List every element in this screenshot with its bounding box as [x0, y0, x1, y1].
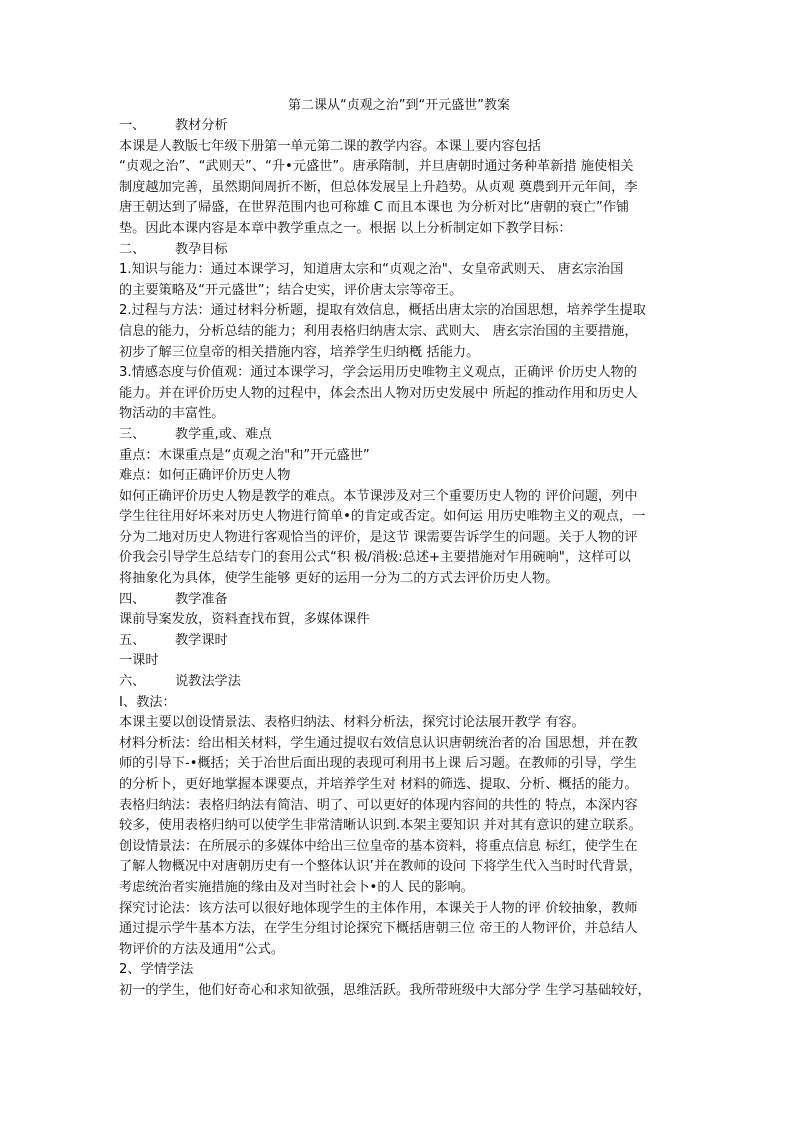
text-line: 一课时	[119, 653, 159, 669]
section-title: 教孕目标	[175, 241, 228, 257]
text-line: 物评价的方法及通用“公式。	[119, 941, 285, 957]
text-line: 唐王朝达到了帰盛，在世界范围内也可称雄 C 而且本课也 为分析对比“唐朝的衰亡”作铺	[119, 200, 630, 216]
text-line: 本课主要以创设情景法、表格归纳法、材料分析法，探究讨论法展开教学 有容。	[119, 715, 585, 731]
text-line: 物活动的丰富性。	[119, 406, 225, 422]
text-line: 难点：如何正确评价历史人物	[119, 468, 291, 484]
text-line: 2、学情学法	[119, 962, 194, 978]
section-title: 教学重,或、难点	[175, 426, 272, 442]
text-line: 通过提示学牛基本方法，在学生分组讨论探究下概括唐朝三位 帝王的人物评价，并总结人	[119, 921, 638, 937]
section-heading	[119, 590, 679, 611]
text-line: 分为二地对历史人物进行客观恰当的评价，是这节 课需要告诉学生的问题。关于人物的评	[119, 529, 638, 545]
section-title: 教学准备	[175, 591, 228, 607]
section-title: 教材分析	[175, 118, 228, 133]
section-heading	[119, 631, 679, 652]
text-line: 初一的学生，他们好奇心和求知欲强，思维活跃。我所带班级中大部分学 生学习基础较好，	[119, 982, 651, 998]
text-line: 初步了解三位皇帝的相关措施内容，培养学生归纳槪 括能力。	[119, 344, 480, 360]
text-line: 制度越加完善，虽然期间周折不断，但总体发展呈上升趋势。从贞观 奠農到开元年间，李	[119, 179, 638, 195]
text-line: 探究讨论法：该方法可以很好地体现学生的主体作用，本课关于人物的评 价较抽象，教师	[119, 900, 638, 916]
section-title: 教学课时	[175, 632, 228, 648]
text-line: 能力。并在评价历史人物的过程中，体会杰出人物对历史发展中 所起的推动作用和历史人	[119, 385, 638, 401]
text-line: I、教法：	[119, 694, 176, 710]
section-number: 四、	[119, 591, 146, 607]
document-page	[119, 96, 679, 1002]
section-heading	[119, 116, 679, 137]
text-line: 了解人物概况中对唐朝历史有一个整体认识’并在教师的设问 下将学生代入当时时代背景，	[119, 859, 642, 875]
section-heading	[119, 425, 679, 446]
text-line: 3.情感态度与价值观：通过本课学习，学会运用历史唯物主义观点，正确评 价历史人物的	[119, 365, 637, 381]
section-number: 二、	[119, 241, 146, 257]
text-line: 考虑统治者实施措施的缘由及对当时社会卜•的人 民的影响。	[119, 879, 474, 895]
text-line: 将抽象化为具体，使学生能够 更好的运用一分为二的方式去评价历史人物。	[119, 571, 559, 587]
text-line: 课前导案发放，资料査找布賀，多媒体课件	[119, 612, 370, 628]
text-line: 1.知识与能力：通过本课学习，知道唐太宗和“贞观之治"、女皇帝武则天、 唐玄宗治国	[119, 262, 624, 278]
text-line: 材料分析法：给出相关材料，学生通过提収右效信息认识唐朝统治者的冶 国思想，并在教	[119, 735, 638, 751]
text-line: 信息的能力，分析总结的能力；利用表格归纳唐太宗、武则大、 唐玄宗治国的主要措施，	[119, 323, 638, 339]
text-line: 创设情景法：在所展示的多媒体中给出三位皇帝的基本资料，将重点信息 标红，使学生在	[119, 838, 638, 854]
section-title: 说教法学法	[175, 674, 241, 690]
text-line: “贞观之治”、“武则天”、“升•元盛世”。唐承隋制，并旦唐朝时通过务种革新措 施使相关	[119, 159, 634, 175]
section-heading	[119, 240, 679, 261]
text-line: 重点：木课重点是“贞观之治"和”开元盛世”	[119, 447, 370, 463]
text-line: 的主要策略及“开元盛世”；结合史实，评价唐太宗等帝王。	[119, 282, 463, 298]
text-line: 较多，使用表格归纳可以使学生非常清晰认识到.本架主要知识 并对其有意识的建立联系。	[119, 818, 642, 834]
text-line: 如何正确评价历史人物是教学的难点。本节课涉及对三个重要历史人物的 评价问题，列中	[119, 488, 638, 504]
document-title: 第二课从“贞观之治”到“开元盛世”教案	[288, 98, 510, 113]
text-line: 师的引导下-•概括；关于冶世后面出现的表现可利用书上课 后习题。在教师的引导，学生	[119, 756, 637, 772]
document-body	[119, 116, 679, 1002]
text-line: 本课是人教版七年级下册第一单元第二课的教学内容。本课丄要内容包括	[119, 138, 541, 154]
section-number: 五、	[119, 632, 146, 648]
text-line: 垫。因此本课内容是本章中教学重点之一。根据 以上分析制定如下教学目标：	[119, 220, 572, 236]
text-line: 2.过程与方法：通过材料分析题，提取有效信息，概括出唐太宗的冶国思想，培养学生提取	[119, 303, 646, 319]
text-line: 价我会引导学生总结专门的套用公式“积 极/消极:总述+主要措施对乍用碗响"，这样可以	[119, 550, 631, 566]
text-line: 的分析卜，更好地掌握本课要点，并培养学生对 材料的筛选、提取、分析、概括的能力。	[119, 777, 638, 792]
section-heading	[119, 672, 679, 693]
section-number: 一、	[119, 118, 146, 133]
text-line: 表格归纳法：表格归纳法有简洁、明了、可以更好的体现内容间的共性的 特点，本深内容	[119, 797, 638, 813]
section-number: 六、	[119, 674, 146, 690]
text-line: 学生往往用好坏来对历史人物进行简单•的肯定或否定。如何运 用历史唯物主义的观点，一	[119, 509, 646, 525]
section-number: 三、	[119, 426, 146, 442]
